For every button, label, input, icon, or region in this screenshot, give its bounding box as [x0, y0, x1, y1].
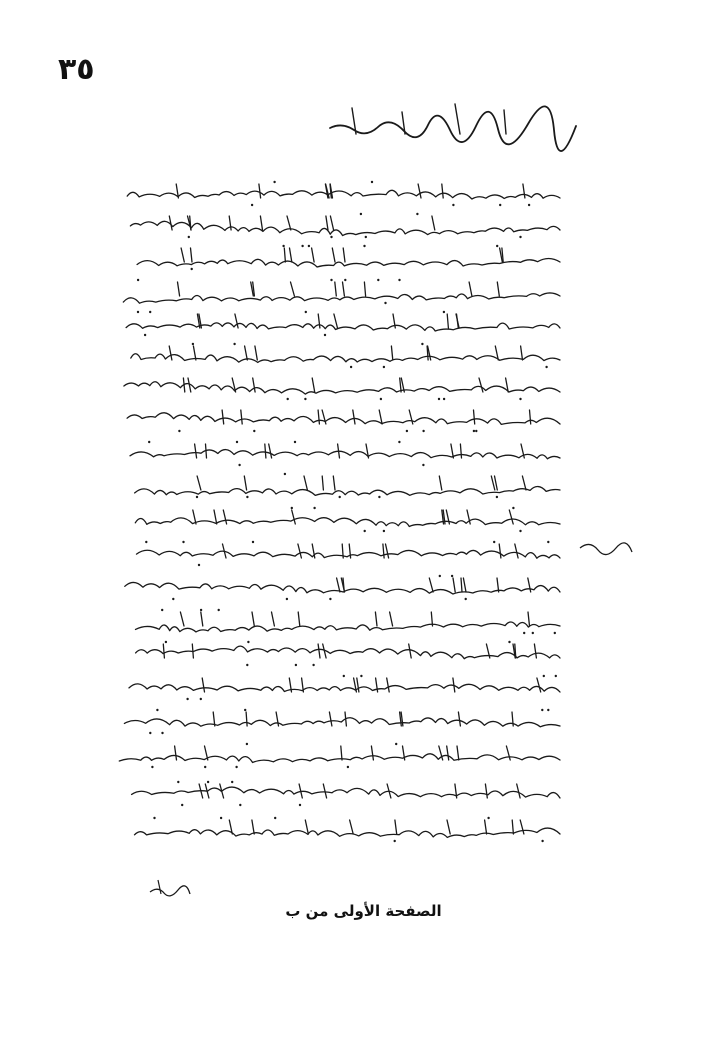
manuscript-stroke — [245, 346, 248, 360]
manuscript-stroke — [193, 510, 196, 524]
manuscript-line — [126, 323, 560, 331]
manuscript-dot — [344, 279, 346, 281]
manuscript-stroke — [517, 784, 520, 798]
manuscript-stroke — [520, 820, 524, 834]
manuscript-stroke — [395, 820, 397, 834]
manuscript-stroke — [175, 746, 177, 760]
manuscript-dot — [204, 766, 206, 768]
manuscript-stroke — [387, 678, 390, 692]
manuscript-stroke — [479, 378, 483, 392]
manuscript-stroke — [276, 712, 278, 726]
manuscript-stroke — [439, 476, 442, 490]
manuscript-stroke — [332, 248, 335, 262]
manuscript-stroke — [201, 612, 203, 626]
manuscript-dot — [343, 675, 345, 677]
manuscript-stroke — [323, 784, 326, 798]
manuscript-stroke — [335, 282, 337, 296]
manuscript-stroke — [350, 820, 354, 834]
manuscript-dot — [512, 507, 514, 509]
manuscript-dot — [378, 496, 380, 498]
manuscript-line — [136, 550, 560, 558]
manuscript-dot — [365, 236, 367, 238]
manuscript-dot — [220, 817, 222, 819]
manuscript-line — [127, 190, 560, 199]
manuscript-dot — [443, 398, 445, 400]
manuscript-dot — [347, 766, 349, 768]
manuscript-dot — [523, 632, 525, 634]
manuscript-stroke — [537, 678, 541, 692]
manuscript-dot — [547, 541, 549, 543]
manuscript-stroke — [292, 510, 296, 524]
manuscript-dot — [499, 204, 501, 206]
manuscript-stroke — [534, 644, 536, 658]
manuscript-stroke — [252, 820, 254, 834]
manuscript-dot — [339, 496, 341, 498]
manuscript-dot — [519, 398, 521, 400]
manuscript-stroke — [528, 578, 531, 592]
manuscript-dot — [384, 302, 386, 304]
manuscript-stroke — [326, 216, 328, 230]
manuscript-stroke — [469, 282, 472, 296]
manuscript-dot — [422, 464, 424, 466]
manuscript-dot — [299, 804, 301, 806]
manuscript-dot — [473, 430, 475, 432]
manuscript-dot — [246, 496, 248, 498]
manuscript-stroke — [329, 712, 332, 726]
manuscript-stroke — [506, 746, 510, 760]
manuscript-stroke — [163, 644, 164, 658]
manuscript-stroke — [202, 678, 204, 692]
manuscript-stroke — [305, 820, 308, 834]
manuscript-dot — [487, 817, 489, 819]
manuscript-dot — [149, 311, 151, 313]
manuscript-stroke — [461, 578, 462, 592]
manuscript-line — [119, 754, 560, 763]
manuscript-stroke — [418, 184, 421, 198]
manuscript-dot — [438, 398, 440, 400]
manuscript-dot — [207, 781, 209, 783]
manuscript-dot — [246, 743, 248, 745]
manuscript-stroke — [523, 184, 525, 198]
manuscript-dot — [451, 575, 453, 577]
manuscript-dot — [475, 430, 477, 432]
manuscript-stroke — [458, 712, 460, 726]
manuscript-dot — [519, 236, 521, 238]
manuscript-dot — [196, 496, 198, 498]
manuscript-stroke — [181, 248, 184, 262]
manuscript-stroke — [343, 282, 345, 296]
manuscript-dot — [178, 430, 180, 432]
manuscript-dot — [383, 366, 385, 368]
manuscript-stroke — [252, 612, 254, 626]
manuscript-dot — [251, 204, 253, 206]
page-caption: الصفحة الأولى من ب — [285, 902, 442, 920]
page-number: ٣٥ — [58, 52, 95, 87]
manuscript-stroke — [530, 410, 531, 424]
manuscript-stroke — [451, 444, 454, 458]
manuscript-stroke — [442, 184, 443, 198]
manuscript-stroke — [345, 712, 346, 726]
manuscript-stroke — [337, 578, 340, 592]
manuscript-dot — [395, 743, 397, 745]
manuscript-dot — [144, 334, 146, 336]
manuscript-stroke — [497, 282, 499, 296]
manuscript-dot — [200, 698, 202, 700]
manuscript-dot — [313, 507, 315, 509]
manuscript-dot — [291, 507, 293, 509]
manuscript-dot — [360, 675, 362, 677]
manuscript-dot — [182, 541, 184, 543]
manuscript-stroke — [364, 282, 365, 296]
manuscript-stroke — [260, 216, 262, 230]
manuscript-stroke — [322, 476, 323, 490]
manuscript-stroke — [409, 410, 413, 424]
manuscript-stroke — [192, 644, 193, 658]
manuscript-dot — [329, 598, 331, 600]
manuscript-dot — [398, 441, 400, 443]
manuscript-dot — [253, 430, 255, 432]
manuscript-dot — [547, 709, 549, 711]
manuscript-dot — [148, 441, 150, 443]
manuscript-dot — [137, 279, 139, 281]
manuscript-stroke — [180, 612, 184, 626]
manuscript-stroke — [318, 410, 319, 424]
manuscript-stroke — [312, 248, 315, 262]
manuscript-stroke — [409, 644, 412, 658]
manuscript-stroke — [169, 346, 172, 360]
manuscript-stroke — [528, 612, 530, 626]
manuscript-stroke — [214, 510, 217, 524]
manuscript-stroke — [453, 578, 455, 592]
manuscript-line — [134, 828, 560, 837]
manuscript-stroke — [322, 410, 326, 424]
manuscript-dot — [330, 236, 332, 238]
manuscript-stroke — [191, 248, 193, 262]
manuscript-stroke — [432, 216, 435, 230]
manuscript-dot — [377, 279, 379, 281]
manuscript-stroke — [341, 746, 342, 760]
manuscript-stroke — [298, 544, 302, 558]
manuscript-dot — [528, 204, 530, 206]
manuscript-dot — [274, 817, 276, 819]
manuscript-stroke — [447, 746, 449, 760]
manuscript-dot — [496, 496, 498, 498]
manuscript-dot — [398, 279, 400, 281]
manuscript-stroke — [390, 612, 393, 626]
manuscript-stroke — [265, 444, 266, 458]
manuscript-line — [130, 450, 560, 459]
manuscript-dot — [246, 664, 248, 666]
manuscript-dot — [252, 541, 254, 543]
manuscript-dot — [541, 840, 543, 842]
manuscript-dot — [218, 609, 220, 611]
manuscript-dot — [181, 804, 183, 806]
manuscript-stroke — [190, 216, 191, 230]
manuscript-dot — [496, 245, 498, 247]
manuscript-dot — [294, 441, 296, 443]
manuscript-dot — [282, 245, 284, 247]
manuscript-dot — [305, 311, 307, 313]
manuscript-dot — [364, 530, 366, 532]
manuscript-line — [135, 518, 560, 527]
manuscript-stroke — [391, 346, 392, 360]
manuscript-line — [135, 487, 560, 496]
manuscript-stroke — [353, 410, 355, 424]
manuscript-stroke — [291, 282, 295, 296]
manuscript-stroke — [269, 444, 272, 458]
manuscript-stroke — [312, 378, 315, 392]
manuscript-dot — [165, 641, 167, 643]
manuscript-dot — [519, 530, 521, 532]
manuscript-dot — [238, 464, 240, 466]
manuscript-stroke — [229, 216, 231, 230]
manuscript-stroke — [259, 184, 261, 198]
manuscript-stroke — [375, 612, 377, 626]
manuscript-dot — [422, 430, 424, 432]
manuscript-dot — [350, 366, 352, 368]
manuscript-stroke — [509, 510, 513, 524]
manuscript-dot — [198, 564, 200, 566]
manuscript-dot — [284, 473, 286, 475]
manuscript-line — [136, 622, 561, 632]
manuscript-dot — [239, 804, 241, 806]
manuscript-dot — [137, 311, 139, 313]
manuscript-dot — [443, 311, 445, 313]
manuscript-dot — [233, 343, 235, 345]
manuscript-line — [137, 259, 560, 267]
manuscript-stroke — [304, 476, 307, 490]
manuscript-line — [136, 646, 560, 659]
manuscript-stroke — [206, 444, 207, 458]
manuscript-stroke — [521, 346, 523, 360]
manuscript-dot — [545, 366, 547, 368]
manuscript-dot — [191, 268, 193, 270]
manuscript-line — [127, 413, 560, 425]
manuscript-stroke — [383, 544, 384, 558]
manuscript-stroke — [253, 378, 255, 392]
manuscript-dot — [235, 766, 237, 768]
manuscript-stroke — [222, 410, 224, 424]
manuscript-dot — [236, 441, 238, 443]
manuscript-dot — [177, 781, 179, 783]
manuscript-dot — [394, 840, 396, 842]
manuscript-dot — [541, 709, 543, 711]
manuscript-stroke — [255, 346, 257, 360]
manuscript-stroke — [284, 248, 285, 262]
manuscript-dot — [231, 781, 233, 783]
manuscript-stroke — [522, 476, 526, 490]
manuscript-stroke — [318, 314, 320, 328]
manuscript-stroke — [515, 544, 518, 558]
manuscript-stroke — [429, 578, 433, 592]
manuscript-dot — [273, 181, 275, 183]
manuscript-stroke — [287, 216, 291, 230]
manuscript-stroke — [485, 820, 487, 834]
manuscript-stroke — [246, 712, 247, 726]
manuscript-stroke — [499, 544, 501, 558]
manuscript-stroke — [178, 282, 180, 296]
manuscript-dot — [416, 213, 418, 215]
manuscript-stroke — [333, 476, 335, 490]
manuscript-stroke — [298, 612, 300, 626]
manuscript-dot — [406, 430, 408, 432]
manuscript-stroke — [183, 378, 184, 392]
manuscript-dot — [508, 641, 510, 643]
manuscript-stroke — [386, 544, 389, 558]
manuscript-dot — [383, 530, 385, 532]
manuscript-dot — [493, 541, 495, 543]
manuscript-stroke — [512, 820, 513, 834]
manuscript-stroke — [457, 746, 459, 760]
manuscript-stroke — [485, 784, 487, 798]
manuscript-dot — [244, 709, 246, 711]
manuscript-line — [132, 787, 560, 798]
manuscript-stroke — [290, 248, 292, 262]
manuscript-stroke — [223, 510, 226, 524]
manuscript-line — [129, 684, 560, 692]
manuscript-stroke — [241, 410, 242, 424]
manuscript-dot — [192, 343, 194, 345]
manuscript-dot — [324, 334, 326, 336]
manuscript-dot — [360, 213, 362, 215]
manuscript-stroke — [357, 678, 359, 692]
manuscript-dot — [287, 398, 289, 400]
manuscript-dot — [286, 598, 288, 600]
manuscript-stroke — [447, 820, 450, 834]
manuscript-dot — [380, 398, 382, 400]
manuscript-dot — [161, 609, 163, 611]
manuscript-dot — [439, 575, 441, 577]
manuscript-dot — [304, 398, 306, 400]
manuscript-dot — [363, 245, 365, 247]
manuscript-line — [123, 293, 560, 303]
manuscript-stroke — [400, 378, 401, 392]
manuscript-dot — [371, 181, 373, 183]
manuscript-dot — [465, 598, 467, 600]
manuscript-dot — [421, 343, 423, 345]
manuscript-dot — [153, 817, 155, 819]
manuscript-stroke — [195, 444, 197, 458]
manuscript-stroke — [463, 578, 466, 592]
manuscript-dot — [555, 675, 557, 677]
manuscript-stroke — [343, 248, 345, 262]
manuscript-dot — [172, 598, 174, 600]
manuscript-stroke — [272, 612, 275, 626]
manuscript-stroke — [447, 314, 448, 328]
manuscript-stroke — [334, 314, 338, 328]
manuscript-dot — [554, 632, 556, 634]
manuscript-dot — [295, 664, 297, 666]
manuscript-dot — [186, 698, 188, 700]
manuscript-stroke — [474, 410, 475, 424]
manuscript-dot — [145, 541, 147, 543]
manuscript-dot — [161, 732, 163, 734]
manuscript-line — [130, 221, 560, 235]
manuscript-dot — [247, 641, 249, 643]
manuscript-dot — [151, 766, 153, 768]
manuscript-dot — [149, 732, 151, 734]
manuscript-stroke — [460, 444, 461, 458]
manuscript-stroke — [371, 746, 373, 760]
manuscript-dot — [200, 609, 202, 611]
manuscript-dot — [156, 709, 158, 711]
manuscript-dot — [330, 279, 332, 281]
manuscript-stroke — [318, 644, 320, 658]
manuscript-line — [124, 718, 560, 727]
manuscript-dot — [308, 245, 310, 247]
manuscript-dot — [188, 236, 190, 238]
manuscript-dot — [312, 664, 314, 666]
manuscript-stroke — [330, 216, 333, 230]
manuscript-dot — [452, 204, 454, 206]
manuscript-dot — [532, 632, 534, 634]
manuscript-dot — [543, 675, 545, 677]
manuscript-stroke — [197, 476, 201, 490]
manuscript-dot — [301, 245, 303, 247]
manuscript-stroke — [244, 476, 246, 490]
